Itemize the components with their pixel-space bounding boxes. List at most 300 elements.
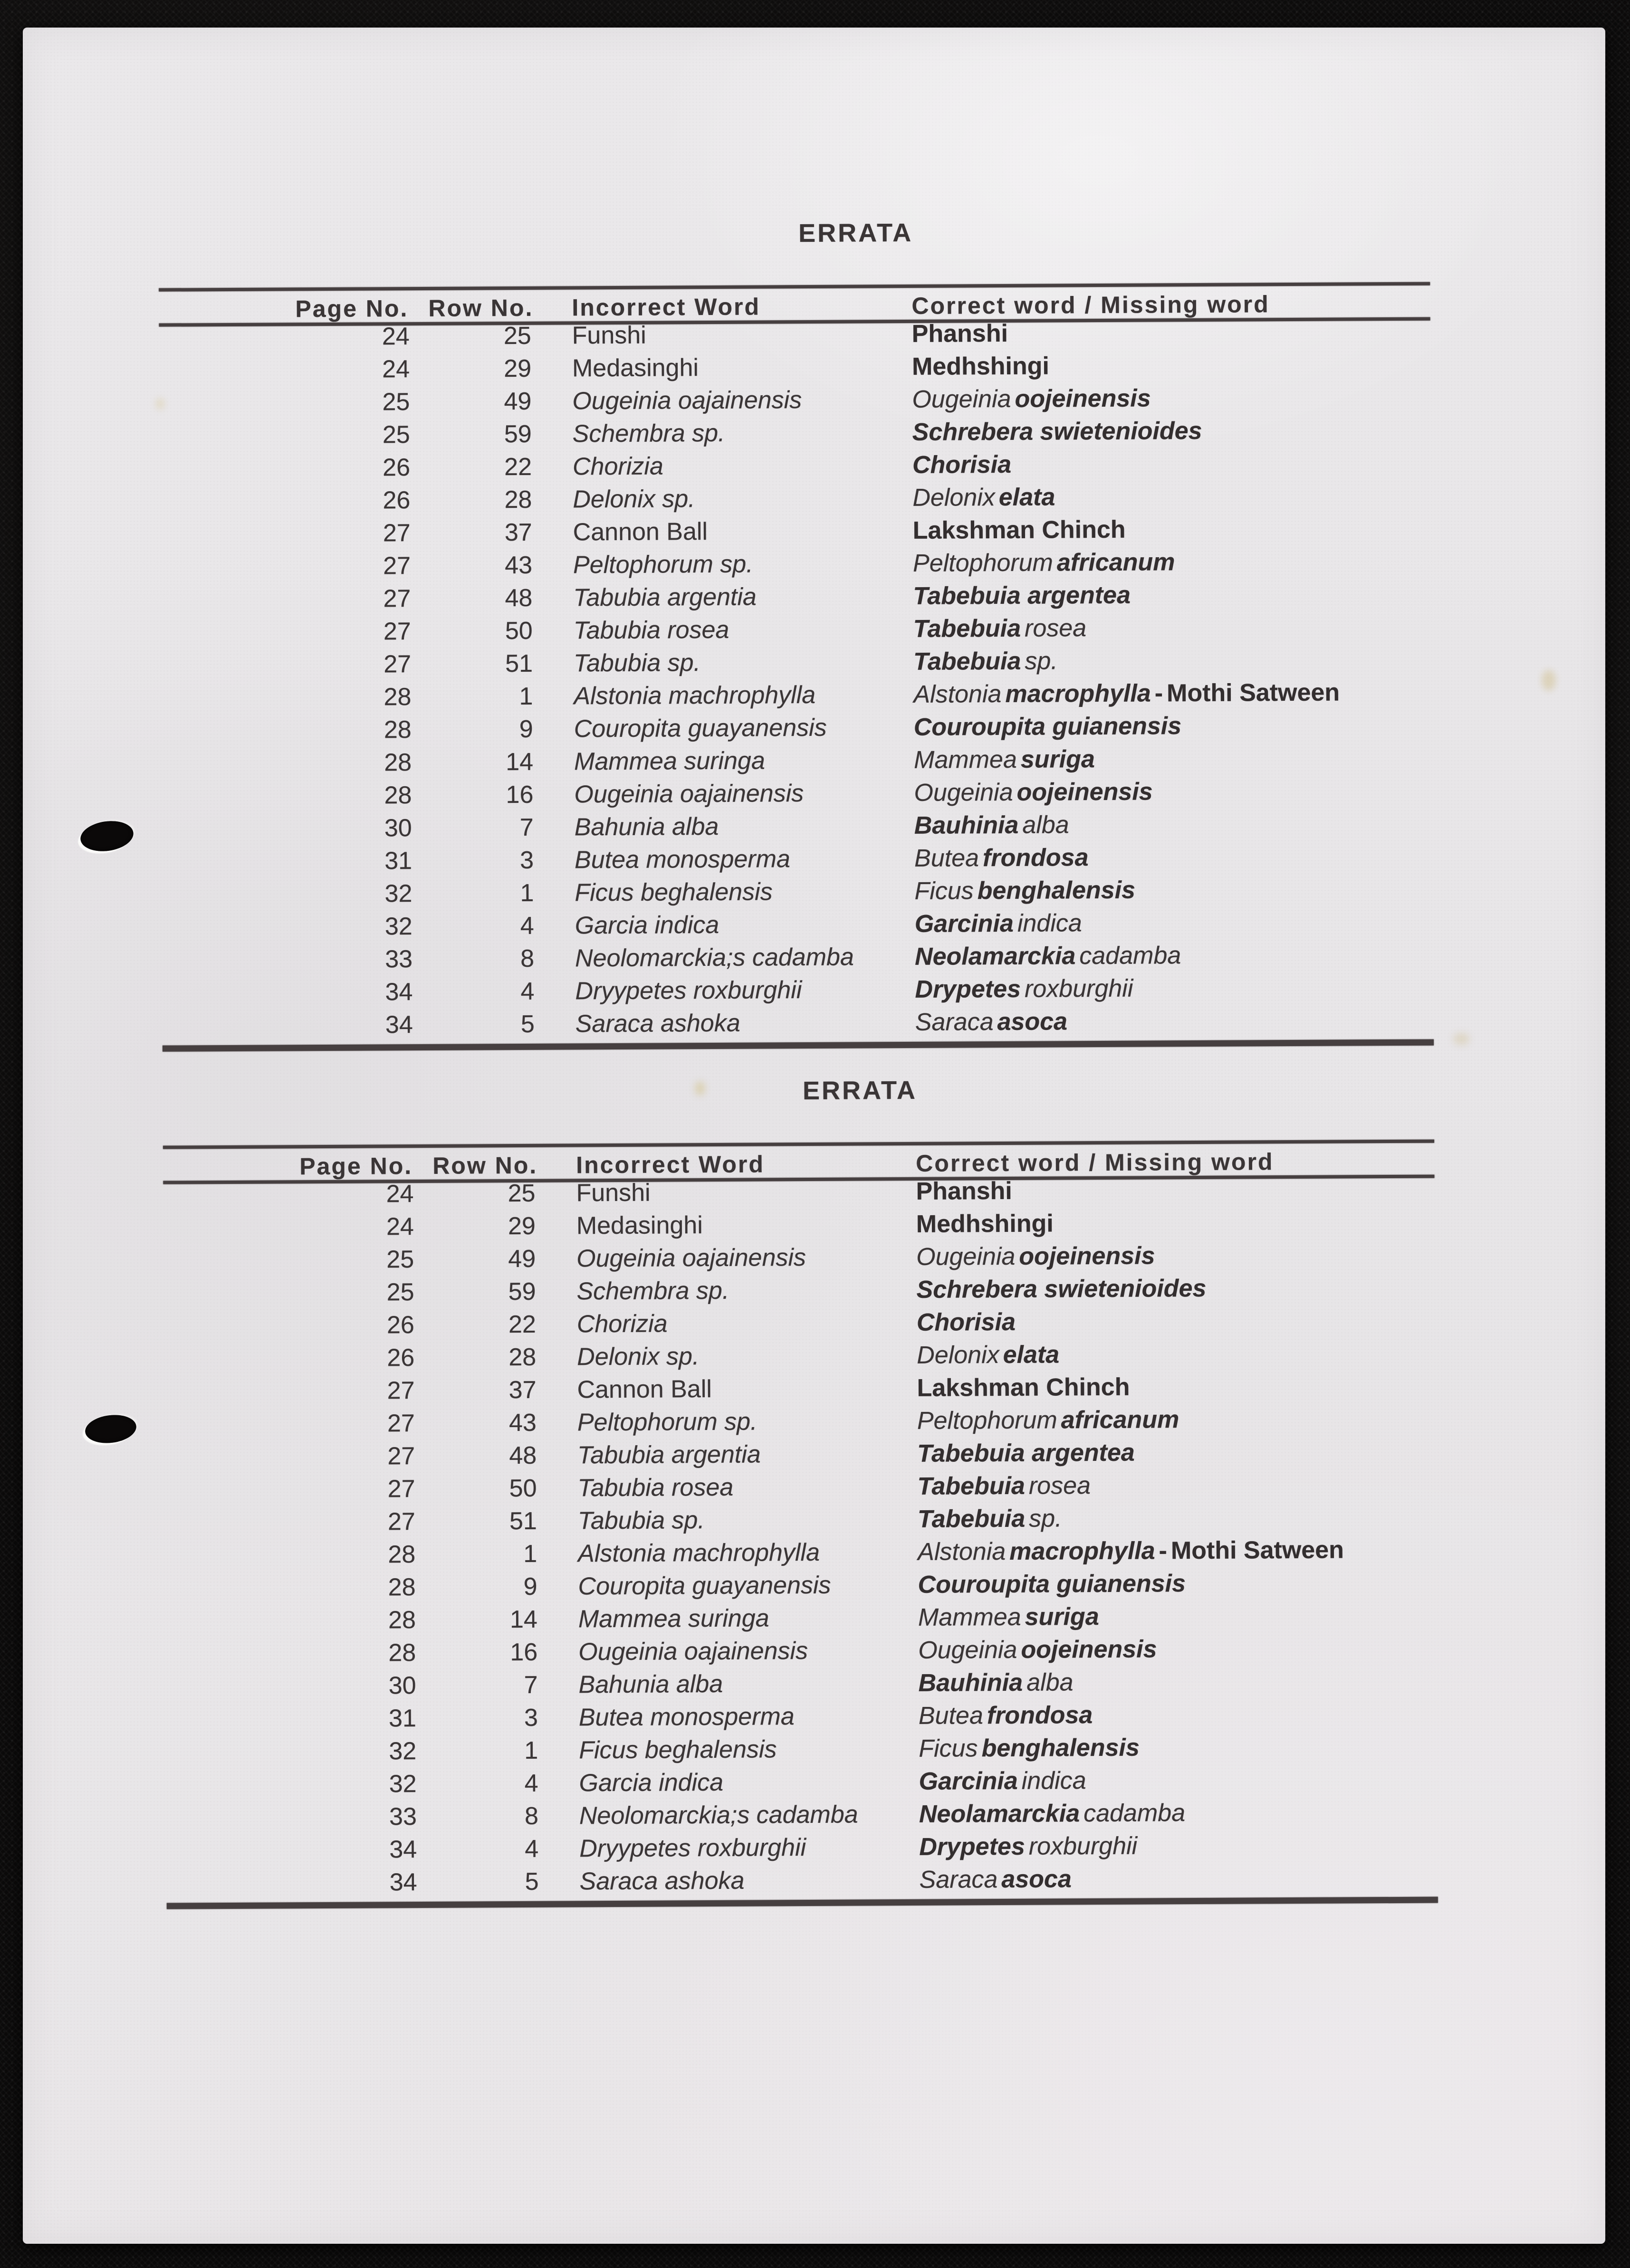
header-cell-page-no: Page No. — [295, 295, 409, 323]
correct-word-cell — [913, 545, 1431, 580]
word-segment: Tabubia rosea — [577, 1473, 734, 1502]
row-no-cell: 49 — [508, 1245, 536, 1273]
row-no-cell: 37 — [508, 1376, 537, 1404]
incorrect-word-cell — [574, 646, 909, 680]
word-segment: Garcinia — [919, 1767, 1018, 1795]
incorrect-word-cell — [579, 1733, 914, 1767]
word-segment: Medasinghi — [572, 354, 699, 382]
incorrect-word-cell — [573, 580, 908, 614]
word-segment: Delonix sp. — [577, 1343, 700, 1371]
page-no-cell: 24 — [386, 1213, 414, 1241]
word-segment: Schrebera swietenioides — [912, 417, 1202, 446]
word-segment: Mammea — [918, 1603, 1021, 1631]
word-segment: sp. — [1025, 647, 1058, 675]
word-segment: Garcinia — [914, 909, 1014, 938]
word-segment: Tabubia argentia — [577, 1440, 761, 1469]
page-no-cell: 27 — [383, 552, 411, 580]
row-no-cell: 37 — [504, 518, 532, 547]
correct-word-cell — [914, 840, 1433, 875]
word-segment: Couropita guayanensis — [574, 714, 827, 743]
incorrect-word-cell — [572, 351, 907, 385]
word-segment: Lakshman Chinch — [917, 1373, 1130, 1402]
word-segment: Mammea — [913, 745, 1017, 774]
correct-word-cell — [912, 447, 1431, 482]
incorrect-word-cell — [577, 1372, 912, 1406]
row-no-cell: 28 — [504, 486, 532, 514]
page-no-cell: 30 — [384, 814, 412, 842]
word-segment: Chorisia — [916, 1308, 1016, 1336]
word-segment: Lakshman Chinch — [912, 515, 1126, 544]
page-no-cell: 32 — [384, 880, 412, 908]
page-no-cell: 26 — [386, 1311, 415, 1339]
incorrect-word-cell — [578, 1634, 913, 1668]
word-segment: cadamba — [1079, 942, 1181, 970]
page-no-cell: 28 — [384, 781, 412, 810]
word-segment: Phanshi — [916, 1177, 1012, 1205]
word-segment: Garcia indica — [575, 911, 719, 940]
word-segment: Alstonia — [918, 1537, 1006, 1566]
incorrect-word-cell — [574, 613, 909, 647]
word-segment: Delonix — [912, 484, 995, 512]
word-segment: Neolomarckia;s cadamba — [579, 1801, 858, 1830]
word-segment: Butea — [918, 1702, 983, 1730]
word-segment: Ougeinia — [912, 385, 1011, 413]
incorrect-word-cell — [577, 1339, 912, 1373]
incorrect-word-cell — [572, 383, 907, 418]
row-no-cell: 5 — [520, 1010, 535, 1038]
word-segment: indica — [1021, 1767, 1086, 1795]
row-no-cell: 1 — [523, 1540, 537, 1568]
correct-word-cell — [913, 676, 1432, 711]
word-segment: Tabubia rosea — [573, 616, 729, 645]
page-no-cell: 27 — [384, 650, 412, 678]
page-no-cell: 24 — [386, 1180, 414, 1208]
word-segment: Chorizia — [576, 1310, 668, 1338]
row-no-cell: 29 — [504, 354, 532, 383]
incorrect-word-cell — [579, 1765, 914, 1800]
header-cell-incorrect-word: Incorrect Word — [572, 293, 761, 321]
word-segment: roxburghii — [1028, 1832, 1138, 1860]
word-segment: Neolamarckia — [914, 942, 1076, 971]
table-body — [28, 1172, 1613, 1901]
incorrect-word-cell — [579, 1831, 914, 1865]
word-segment: Garcia indica — [579, 1768, 724, 1797]
row-no-cell: 1 — [519, 682, 533, 710]
row-no-cell: 1 — [520, 879, 534, 907]
incorrect-word-cell — [576, 1274, 911, 1308]
correct-word-cell — [914, 742, 1432, 777]
row-no-cell: 59 — [504, 420, 532, 448]
word-segment: Bauhinia — [914, 811, 1019, 839]
word-segment: - — [1159, 1537, 1168, 1565]
word-segment: Schembra sp. — [576, 1277, 729, 1306]
word-segment: Butea monosperma — [574, 845, 791, 874]
incorrect-word-cell — [579, 1798, 914, 1832]
page-no-cell: 28 — [388, 1639, 416, 1667]
row-no-cell: 4 — [520, 977, 535, 1005]
correct-word-cell — [912, 348, 1430, 383]
correct-word-cell — [914, 774, 1432, 810]
row-no-cell: 8 — [520, 944, 535, 972]
incorrect-word-cell — [578, 1569, 913, 1603]
header-cell-correct-word: Correct word / Missing word — [916, 1148, 1274, 1177]
word-segment: Neolomarckia;s cadamba — [575, 943, 854, 972]
correct-word-cell — [919, 1730, 1437, 1765]
row-no-cell: 51 — [505, 649, 533, 678]
page-no-cell: 31 — [388, 1705, 417, 1733]
word-segment: Peltophorum sp. — [577, 1408, 757, 1437]
incorrect-word-cell — [574, 744, 909, 778]
word-segment: Tabubia argentia — [573, 583, 757, 612]
word-segment: Tabebuia — [917, 1505, 1026, 1533]
correct-word-cell — [916, 1271, 1435, 1306]
word-segment: Dryypetes roxburghii — [579, 1834, 806, 1863]
page-no-cell: 25 — [386, 1278, 414, 1306]
header-cell-correct-word: Correct word / Missing word — [911, 291, 1270, 319]
row-no-cell: 25 — [503, 322, 531, 350]
page-no-cell: 30 — [388, 1672, 416, 1700]
page-no-cell: 32 — [389, 1737, 417, 1765]
word-segment: Mammea suringa — [578, 1604, 769, 1633]
word-segment: oojeinensis — [1019, 1242, 1155, 1270]
word-segment: africanum — [1061, 1406, 1179, 1434]
word-segment: Tabubia sp. — [577, 1506, 705, 1535]
page-no-cell: 31 — [384, 847, 412, 875]
header-cell-page-no: Page No. — [299, 1153, 413, 1180]
word-segment: frondosa — [987, 1701, 1093, 1730]
word-segment: Tabebuia argentea — [917, 1439, 1135, 1468]
word-segment: Phanshi — [911, 319, 1008, 348]
incorrect-word-cell — [574, 678, 909, 713]
word-segment: Bauhinia — [918, 1668, 1023, 1697]
word-segment: rosea — [1028, 1472, 1091, 1500]
word-segment: Ficus — [914, 877, 974, 905]
paper-stain — [1542, 670, 1556, 691]
page-no-cell: 26 — [387, 1344, 415, 1372]
word-segment: Drypetes — [919, 1832, 1025, 1861]
correct-word-cell — [919, 1697, 1437, 1733]
correct-word-cell — [918, 1599, 1437, 1634]
word-segment: Funshi — [576, 1179, 651, 1207]
page-content — [22, 24, 1616, 2248]
word-segment: alba — [1022, 811, 1069, 839]
word-segment: sp. — [1029, 1505, 1062, 1533]
word-segment: Couroupita guianensis — [913, 712, 1182, 741]
correct-word-cell — [916, 1173, 1434, 1208]
paper-stain — [1453, 1033, 1469, 1045]
row-no-cell: 7 — [519, 813, 534, 841]
word-segment: Chorisia — [912, 450, 1012, 479]
correct-word-cell — [918, 1632, 1437, 1667]
page-no-cell: 27 — [387, 1410, 415, 1438]
header-cell-row-no: Row No. — [432, 1152, 538, 1179]
correct-word-cell — [919, 1861, 1438, 1896]
word-segment: Ougeinia oajainensis — [574, 780, 804, 809]
page-no-cell: 26 — [383, 454, 411, 482]
row-no-cell: 48 — [505, 584, 533, 612]
row-no-cell: 49 — [504, 387, 532, 416]
word-segment: Butea monosperma — [578, 1703, 795, 1732]
word-segment: Alstonia machrophylla — [574, 681, 816, 710]
row-no-cell: 8 — [524, 1802, 539, 1830]
correct-word-cell — [918, 1566, 1436, 1601]
page-no-cell: 25 — [386, 1246, 414, 1274]
word-segment: Peltophorum — [912, 549, 1054, 577]
row-no-cell: 43 — [505, 551, 533, 580]
word-segment: Ficus beghalensis — [575, 878, 773, 907]
word-segment: Peltophorum sp. — [573, 550, 753, 579]
correct-word-cell — [917, 1337, 1435, 1372]
word-segment: Ficus beghalensis — [579, 1735, 777, 1764]
row-no-cell: 43 — [508, 1409, 537, 1437]
row-no-cell: 48 — [509, 1441, 537, 1470]
incorrect-word-cell — [579, 1864, 914, 1898]
correct-word-cell — [917, 1304, 1435, 1339]
correct-word-cell — [918, 1665, 1437, 1700]
page-no-cell: 25 — [382, 421, 410, 449]
errata-title: ERRATA — [802, 1076, 918, 1105]
correct-word-cell — [914, 709, 1432, 744]
incorrect-word-cell — [577, 1306, 912, 1341]
word-segment: Tabebuia — [917, 1472, 1026, 1500]
word-segment: Tabubia sp. — [573, 649, 701, 677]
incorrect-word-cell — [579, 1700, 914, 1734]
word-segment: frondosa — [982, 844, 1089, 872]
page-no-cell: 34 — [385, 978, 413, 1006]
row-no-cell: 22 — [508, 1310, 537, 1339]
incorrect-word-cell — [573, 416, 908, 450]
incorrect-word-cell — [573, 482, 908, 516]
incorrect-word-cell — [577, 1470, 912, 1505]
correct-word-cell — [916, 1239, 1435, 1274]
word-segment: Bahunia alba — [574, 812, 719, 841]
word-segment: Tabebuia — [913, 647, 1021, 676]
word-segment: Ougeinia oajainensis — [576, 1244, 806, 1273]
page-no-cell: 32 — [389, 1770, 417, 1798]
page-no-cell: 28 — [388, 1541, 416, 1569]
word-segment: Delonix — [917, 1341, 999, 1369]
page-no-cell: 26 — [383, 486, 411, 515]
row-no-cell: 5 — [525, 1868, 539, 1896]
word-segment: suriga — [1025, 1603, 1099, 1631]
page-no-cell: 27 — [383, 618, 411, 646]
word-segment: Butea — [914, 844, 979, 872]
word-segment: cadamba — [1083, 1799, 1186, 1828]
incorrect-word-cell — [578, 1601, 913, 1636]
incorrect-word-cell — [576, 1241, 911, 1275]
page-no-cell: 28 — [384, 683, 412, 711]
row-no-cell: 7 — [524, 1671, 538, 1699]
word-segment: alba — [1026, 1668, 1074, 1696]
page-no-cell: 27 — [387, 1475, 415, 1503]
word-segment: indica — [1017, 909, 1082, 937]
page-no-cell: 25 — [382, 388, 410, 416]
incorrect-word-cell — [575, 810, 910, 844]
paper-stain — [695, 1081, 705, 1096]
page-no-cell: 27 — [387, 1377, 415, 1405]
incorrect-word-cell — [576, 1175, 911, 1210]
word-segment: Delonix sp. — [573, 485, 695, 514]
word-segment: Medasinghi — [576, 1211, 703, 1240]
word-segment: Couroupita guianensis — [918, 1570, 1186, 1599]
row-no-cell: 51 — [509, 1507, 537, 1535]
word-segment: Funshi — [572, 321, 646, 350]
row-no-cell: 3 — [520, 846, 534, 874]
errata-title: ERRATA — [798, 218, 913, 248]
correct-word-cell — [919, 1796, 1438, 1831]
word-segment: Schembra sp. — [572, 419, 725, 448]
word-segment: Ougeinia oajainensis — [572, 386, 802, 415]
word-segment: Saraca ashoka — [575, 1009, 740, 1038]
row-no-cell: 9 — [519, 715, 533, 743]
page-no-cell: 27 — [387, 1442, 415, 1470]
word-segment: Drypetes — [915, 975, 1021, 1003]
page-no-cell: 32 — [384, 913, 412, 941]
word-segment: Mothi Satween — [1166, 678, 1340, 707]
row-no-cell: 4 — [520, 912, 534, 940]
page-no-cell: 28 — [388, 1573, 416, 1601]
word-segment: - — [1154, 679, 1163, 707]
incorrect-word-cell — [577, 1405, 912, 1439]
word-segment: Saraca — [915, 1008, 994, 1036]
word-segment: Saraca ashoka — [579, 1867, 745, 1896]
incorrect-word-cell — [578, 1536, 913, 1570]
header-cell-incorrect-word: Incorrect Word — [576, 1151, 765, 1179]
page-no-cell: 33 — [389, 1803, 417, 1831]
word-segment: benghalensis — [977, 876, 1136, 905]
word-segment: Couropita guayanensis — [578, 1571, 831, 1601]
correct-word-cell — [917, 1370, 1435, 1405]
word-segment: Peltophorum — [917, 1406, 1057, 1435]
row-no-cell: 50 — [505, 617, 533, 645]
incorrect-word-cell — [574, 777, 909, 811]
word-segment: Ficus — [919, 1734, 978, 1763]
row-no-cell: 16 — [510, 1638, 538, 1667]
page-no-cell: 28 — [384, 716, 412, 744]
correct-word-cell — [916, 1206, 1435, 1241]
word-segment: Alstonia — [913, 680, 1002, 708]
paper-stain — [156, 398, 164, 410]
word-segment: Medhshingi — [916, 1210, 1054, 1238]
word-segment: Ougeinia — [914, 778, 1013, 807]
page-no-cell: 27 — [383, 519, 411, 547]
word-segment: asoca — [997, 1008, 1068, 1036]
word-segment: macrophylla — [1009, 1537, 1155, 1565]
page-no-cell: 34 — [389, 1836, 417, 1864]
word-segment: elata — [1003, 1341, 1060, 1369]
correct-word-cell — [918, 1534, 1436, 1569]
word-segment: Ougeinia — [916, 1242, 1016, 1271]
row-no-cell: 28 — [508, 1343, 537, 1372]
errata-table-2 — [26, 881, 1614, 1915]
word-segment: Bahunia alba — [578, 1670, 723, 1699]
word-segment: Mothi Satween — [1170, 1536, 1344, 1565]
correct-word-cell — [913, 512, 1431, 547]
correct-word-cell — [917, 1402, 1436, 1438]
word-segment: Chorizia — [572, 452, 663, 481]
incorrect-word-cell — [573, 449, 908, 483]
word-segment: Dryypetes roxburghii — [575, 976, 802, 1005]
word-segment: roxburghii — [1024, 974, 1133, 1003]
page-no-cell: 24 — [382, 355, 410, 383]
word-segment: Cannon Ball — [577, 1375, 712, 1404]
correct-word-cell — [913, 578, 1431, 613]
word-segment: Cannon Ball — [573, 518, 708, 546]
row-no-cell: 3 — [524, 1704, 538, 1732]
page-no-cell: 27 — [383, 585, 411, 613]
page-no-cell: 33 — [385, 945, 413, 973]
correct-word-cell — [917, 1468, 1436, 1503]
word-segment: Alstonia machrophylla — [578, 1538, 820, 1568]
word-segment: benghalensis — [981, 1734, 1140, 1763]
row-no-cell: 16 — [506, 781, 534, 809]
incorrect-word-cell — [573, 515, 908, 549]
correct-word-cell — [912, 414, 1431, 449]
row-no-cell: 4 — [524, 1769, 538, 1797]
incorrect-word-cell — [578, 1667, 913, 1701]
word-segment: Ougeinia oajainensis — [578, 1637, 808, 1666]
incorrect-word-cell — [577, 1438, 912, 1472]
word-segment: suriga — [1020, 745, 1095, 773]
page-no-cell: 34 — [389, 1868, 417, 1896]
row-no-cell: 9 — [523, 1572, 537, 1601]
incorrect-word-cell — [574, 711, 909, 745]
word-segment: oojeinensis — [1016, 778, 1153, 806]
correct-word-cell — [918, 1501, 1436, 1536]
row-no-cell: 50 — [509, 1474, 537, 1503]
row-no-cell: 14 — [506, 748, 534, 776]
row-no-cell: 25 — [508, 1179, 536, 1208]
incorrect-word-cell — [578, 1503, 913, 1537]
word-segment: Saraca — [919, 1866, 998, 1894]
row-no-cell: 22 — [504, 453, 532, 481]
page-no-cell: 34 — [385, 1011, 413, 1039]
row-no-cell: 59 — [508, 1277, 536, 1306]
word-segment: Tabebuia — [913, 614, 1021, 643]
page-no-cell: 24 — [382, 323, 410, 351]
incorrect-word-cell — [573, 547, 908, 581]
word-segment: Schrebera swietenioides — [916, 1274, 1207, 1304]
correct-word-cell — [919, 1763, 1437, 1798]
correct-word-cell — [914, 807, 1433, 842]
page-no-cell: 28 — [388, 1606, 416, 1634]
word-segment: asoca — [1001, 1865, 1072, 1894]
word-segment: Medhshingi — [911, 352, 1050, 381]
word-segment: rosea — [1024, 614, 1087, 642]
word-segment: Mammea suringa — [574, 747, 765, 776]
correct-word-cell — [919, 1829, 1438, 1864]
word-segment: macrophylla — [1005, 679, 1151, 708]
word-segment: oojeinensis — [1021, 1635, 1157, 1664]
word-segment: Neolamarckia — [919, 1800, 1080, 1828]
incorrect-word-cell — [575, 842, 910, 877]
header-cell-row-no: Row No. — [428, 294, 534, 322]
row-no-cell: 1 — [524, 1736, 538, 1764]
word-segment: oojeinensis — [1015, 384, 1151, 413]
row-no-cell: 4 — [525, 1835, 539, 1863]
word-segment: Tabebuia argentea — [913, 581, 1131, 610]
page-no-cell: 28 — [384, 749, 412, 777]
word-segment: Ougeinia — [918, 1636, 1017, 1664]
correct-word-cell — [912, 315, 1430, 351]
word-segment: africanum — [1056, 548, 1175, 577]
correct-word-cell — [917, 1435, 1436, 1470]
incorrect-word-cell — [576, 1208, 911, 1242]
page-no-cell: 27 — [387, 1508, 416, 1536]
row-no-cell: 29 — [508, 1212, 536, 1240]
row-no-cell: 14 — [509, 1605, 538, 1634]
incorrect-word-cell — [572, 318, 907, 352]
